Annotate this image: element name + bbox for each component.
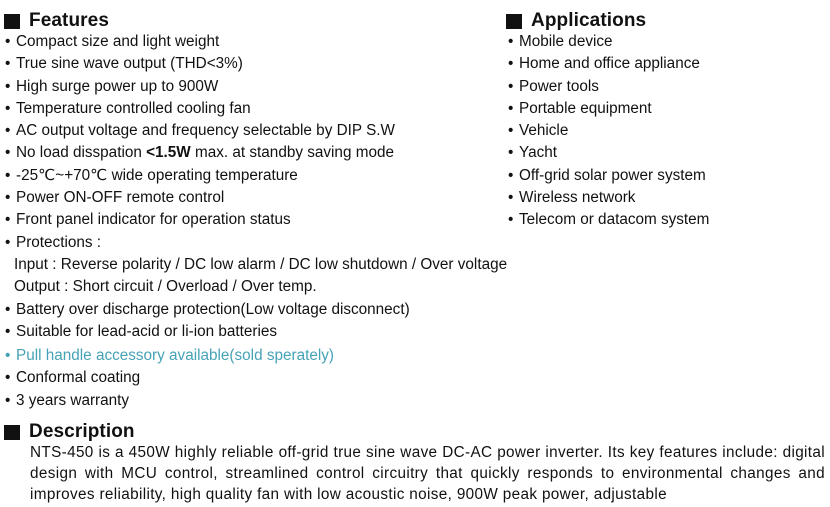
feature-item-text: Power ON-OFF remote control [16,189,225,207]
square-bullet-icon [4,425,20,440]
bullet-dot-icon: • [5,347,11,365]
feature-item-text: Front panel indicator for operation status [16,211,291,229]
application-item-text: Portable equipment [519,99,652,117]
bullet-dot-icon: • [5,99,11,117]
bullet-dot-icon: • [5,322,11,340]
bullet-dot-icon: • [5,55,11,73]
feature-item-text: Battery over discharge protection(Low voltage disconnect) [16,300,410,318]
protection-output-line: Output : Short circuit / Overload / Over temp. [14,278,317,296]
application-item [508,165,709,187]
bullet-dot-icon: • [5,122,11,140]
application-item [508,53,709,75]
feature-item [5,390,507,412]
protection-input-line: Input : Reverse polarity / DC low alarm / DC low shutdown / Over voltage [14,255,508,273]
feature-item [5,187,507,209]
features-list [5,31,507,412]
description-heading [4,421,135,443]
feature-item-text: AC output voltage and frequency selectable by DIP S.W [16,122,395,140]
application-item [508,142,709,164]
feature-item [5,142,507,164]
bullet-dot-icon: • [5,166,11,184]
bullet-dot-icon: • [5,369,11,387]
bullet-dot-icon: • [5,33,11,50]
features-heading [4,10,109,32]
feature-item-text: True sine wave output (THD<3%) [16,55,243,73]
feature-item [5,53,507,75]
bullet-dot-icon: • [508,33,514,50]
application-item-text: Yacht [519,144,557,162]
feature-item-highlight [5,345,507,367]
bullet-dot-icon: • [5,233,11,251]
applications-title: Applications [531,10,647,31]
bullet-dot-icon: • [508,211,514,229]
feature-item-text: Compact size and light weight [16,33,220,50]
feature-item [5,165,507,187]
bullet-dot-icon: • [5,189,11,207]
feature-item [5,367,507,389]
bullet-dot-icon: • [5,211,11,229]
bullet-dot-icon: • [508,144,514,162]
bullet-dot-icon: • [5,144,11,162]
feature-item-text: Protections : [16,233,102,251]
application-item [508,120,709,142]
feature-item [5,31,507,53]
application-item [508,31,709,53]
feature-item [5,209,507,231]
feature-item-text: No load disspation [16,144,147,162]
feature-item [5,98,507,120]
features-title: Features [29,10,110,31]
bullet-dot-icon: • [508,166,514,184]
feature-item-text: High surge power up to 900W [16,77,219,95]
feature-item-text: Temperature controlled cooling fan [16,99,251,117]
feature-item-text: -25℃~+70℃ wide operating temperature [16,166,298,184]
description-text: NTS-450 is a 450W highly reliable off-grid true sine wave DC-AC power inverter. Its key features include: digital design with MCU control, streamlined control circuitry that quickly responds to environmental changes and improves reliability, high quality fan with low acoustic noise, 900W peak power, adjustable [30,444,825,503]
feature-item [5,120,507,142]
bullet-dot-icon: • [5,300,11,318]
bullet-dot-icon: • [508,77,514,95]
feature-item [5,232,507,254]
feature-item-text: Suitable for lead-acid or li-ion batteries [16,322,278,340]
application-item-text: Power tools [519,77,599,95]
application-item [508,209,709,231]
feature-item [5,321,507,343]
bullet-dot-icon: • [508,189,514,207]
bullet-dot-icon: • [508,55,514,73]
applications-heading [506,10,646,32]
application-item [508,76,709,98]
standby-power-value: <1.5W [146,144,191,162]
application-item [508,187,709,209]
application-item-text: Wireless network [519,189,636,207]
feature-item-text: max. at standby saving mode [190,144,394,162]
applications-list [508,31,709,232]
feature-item [5,299,507,321]
feature-item-text: 3 years warranty [16,391,130,409]
feature-item-text: Pull handle accessory available(sold sperately) [16,347,335,365]
bullet-dot-icon: • [508,99,514,117]
square-bullet-icon [506,14,522,29]
application-item-text: Home and office appliance [519,55,700,73]
application-item-text: Vehicle [519,122,569,140]
feature-item-text: Conformal coating [16,369,141,387]
bullet-dot-icon: • [5,77,11,95]
application-item-text: Telecom or datacom system [519,211,710,229]
feature-item [5,76,507,98]
application-item-text: Off-grid solar power system [519,166,706,184]
bullet-dot-icon: • [508,122,514,140]
bullet-dot-icon: • [5,391,11,409]
square-bullet-icon [4,14,20,29]
application-item [508,98,709,120]
description-title: Description [29,421,135,442]
application-item-text: Mobile device [519,33,613,50]
